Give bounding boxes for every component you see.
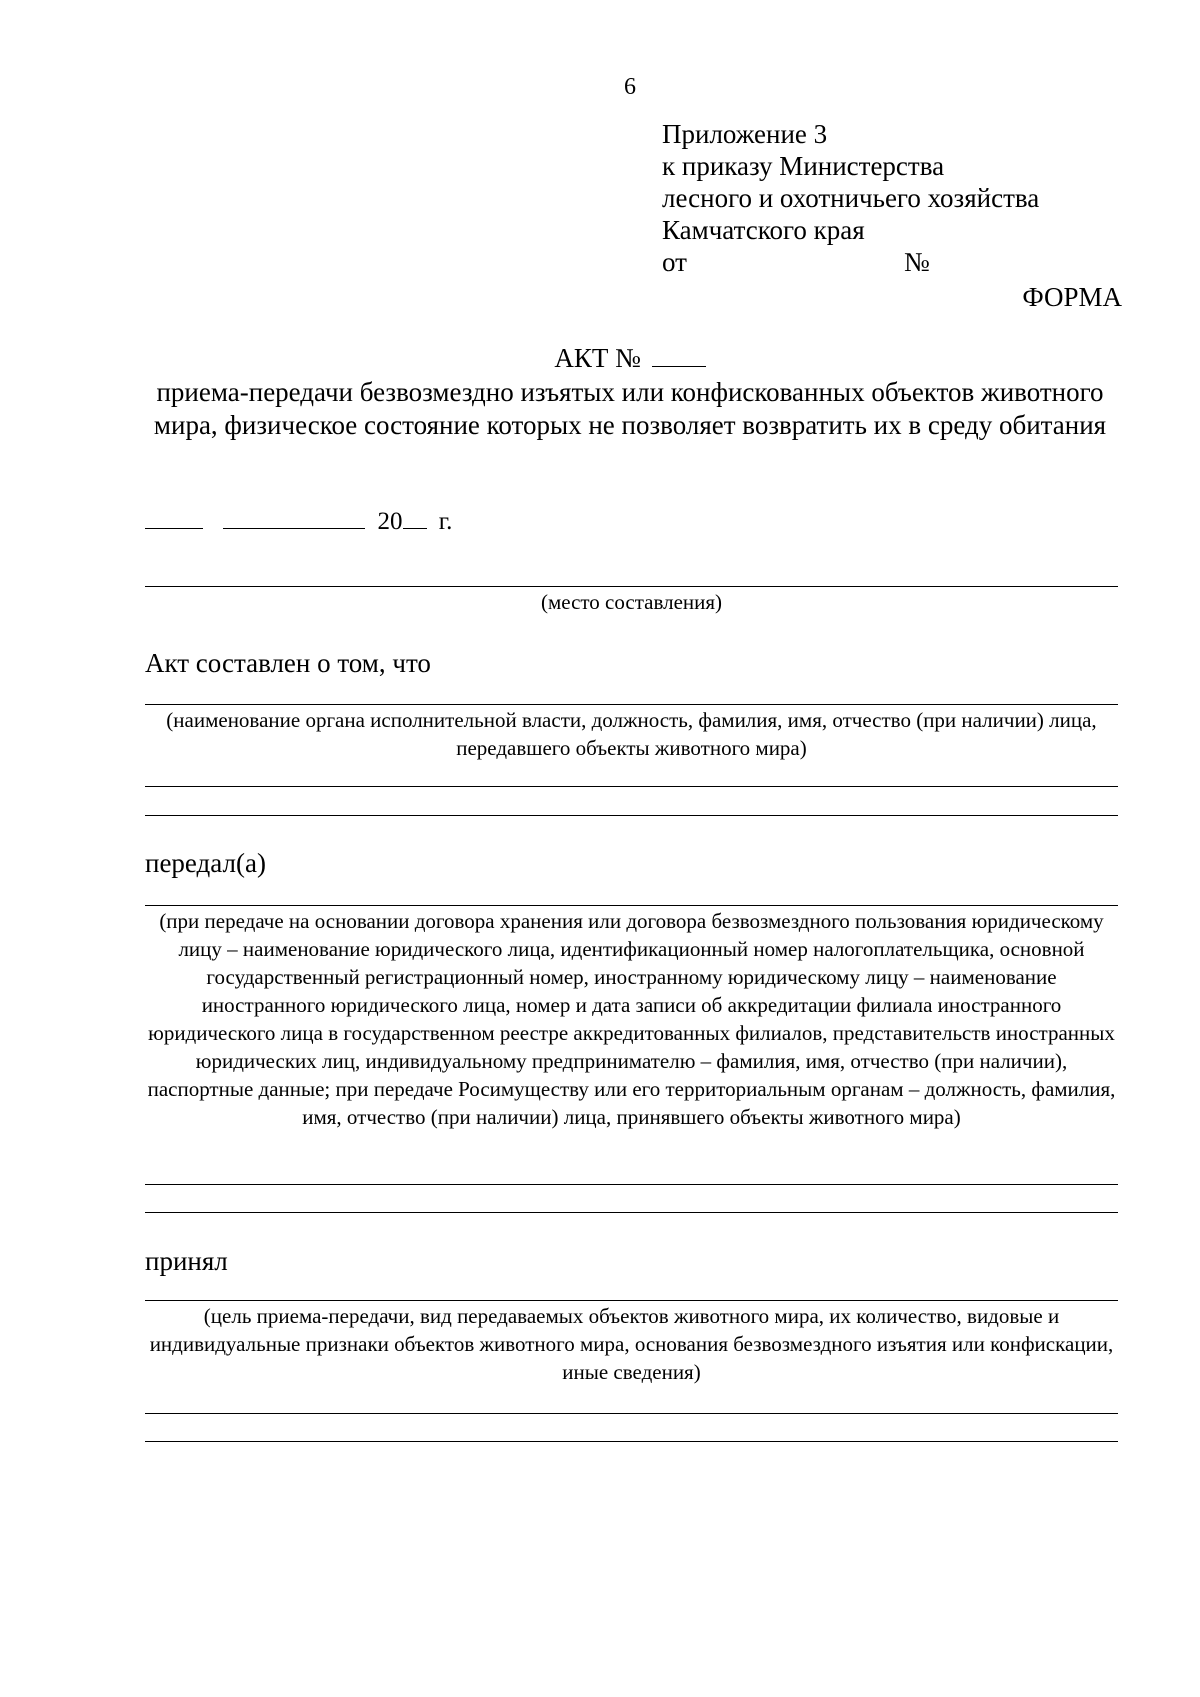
appendix-order-line: к приказу Министерства	[662, 151, 945, 181]
section1-line	[145, 704, 1118, 705]
date-year-blank	[403, 504, 427, 529]
appendix-region-line: Камчатского края	[662, 215, 865, 245]
appendix-date-number-line	[662, 246, 1039, 278]
page-number: 6	[624, 74, 636, 100]
section2-hint: (при передаче на основании договора хранения или договора безвозмездного пользования юридическому лицу – наименование юридического лица, идентификационный номер налогоплательщика, основной государственный регистрационный номер, иностранному юридическому лицу – наименование иностранного юридического лица, номер и дата записи об аккредитации филиала иностранного юридического лица в государственном реестре аккредитованных филиалов, представительств иностранных юридических лиц, индивидуальному предпринимателю – фамилия, имя, отчество (при наличии), паспортные данные; при передаче Росимуществу или его территориальным органам – должность, фамилия, имя, отчество (при наличии) лица, принявшего объекты животного мира)	[147, 909, 1116, 1129]
appendix-title: Приложение 3	[662, 119, 828, 149]
section3-extra-line-2	[145, 1441, 1118, 1442]
date-month-blank	[223, 504, 365, 529]
place-hint: (место составления)	[540, 590, 723, 614]
appendix-header	[662, 118, 1039, 278]
act-date-line	[145, 504, 452, 536]
section2-line	[145, 905, 1118, 906]
section2-label: передал(а)	[145, 848, 266, 878]
act-subtitle: приема-передачи безвозмездно изъятых или конфискованных объектов животного мира, физическое состояние которых не позволяет возвратить их в среду обитания	[153, 377, 1107, 440]
section3-line	[145, 1300, 1118, 1301]
section3-label: принял	[145, 1246, 228, 1276]
section1-label: Акт составлен о том, что	[145, 648, 431, 678]
act-title-text: АКТ №	[554, 343, 641, 373]
appendix-ministry-line: лесного и охотничьего хозяйства	[662, 183, 1040, 213]
section2-extra-line-2	[145, 1212, 1118, 1213]
section2-extra-line-1	[145, 1184, 1118, 1185]
appendix-from-label: от	[662, 247, 687, 277]
act-title	[0, 342, 1200, 374]
section3-hint: (цель приема-передачи, вид передаваемых объектов животного мира, их количество, видовые и индивидуальные признаки объектов животного мира, основания безвозмездного изъятия или конфискации, иные сведения)	[149, 1304, 1114, 1384]
appendix-number-sign: №	[904, 247, 930, 277]
place-line	[145, 586, 1118, 587]
section3-extra-line-1	[145, 1413, 1118, 1414]
form-label: ФОРМА	[1022, 282, 1122, 312]
section1-extra-line-2	[145, 815, 1118, 816]
date-year-suffix: г.	[438, 508, 453, 535]
section1-hint: (наименование органа исполнительной власти, должность, фамилия, имя, отчество (при наличии) лица, передавшего объекты животного мира)	[166, 708, 1097, 760]
date-day-blank	[145, 504, 203, 529]
date-year-prefix: 20	[377, 508, 403, 535]
act-number-blank	[652, 342, 706, 367]
section1-extra-line-1	[145, 786, 1118, 787]
